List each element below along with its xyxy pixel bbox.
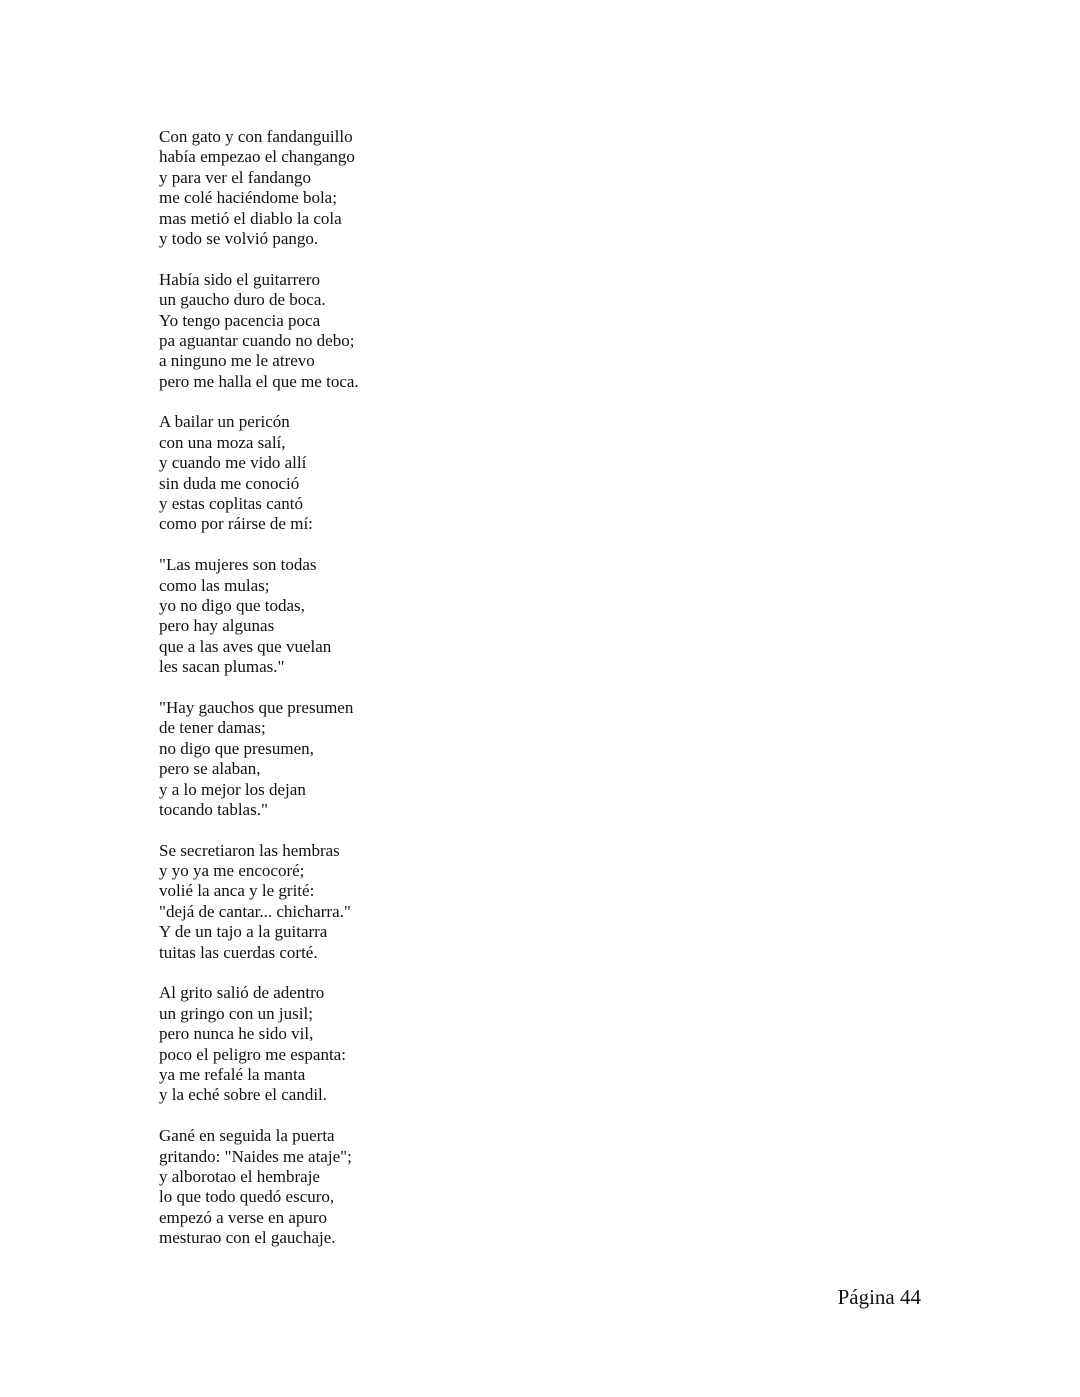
verse-line: mas metió el diablo la cola <box>159 208 342 228</box>
verse-line: A bailar un pericón <box>159 412 290 432</box>
verse-line: con una moza salí, <box>159 432 286 452</box>
verse-line: un gaucho duro de boca. <box>159 290 326 310</box>
verse-line: y cuando me vido allí <box>159 453 307 473</box>
stanza <box>159 1126 579 1248</box>
verse-line: y a lo mejor los dejan <box>159 779 306 799</box>
verse-line: a ninguno me le atrevo <box>159 351 315 371</box>
stanza <box>159 698 579 820</box>
verse-line: había empezao el changango <box>159 147 355 167</box>
verse-line: que a las aves que vuelan <box>159 636 332 656</box>
verse-line: Había sido el guitarrero <box>159 269 320 289</box>
verse-line: de tener damas; <box>159 718 266 738</box>
verse-line: mesturao con el gauchaje. <box>159 1228 336 1248</box>
verse-line: y yo ya me encocoré; <box>159 861 305 881</box>
verse-line: como las mulas; <box>159 575 270 595</box>
verse-line: Al grito salió de adentro <box>159 983 325 1003</box>
verse-line: y alborotao el hembraje <box>159 1166 320 1186</box>
verse-line: y la eché sobre el candil. <box>159 1085 328 1105</box>
verse-line: "Hay gauchos que presumen <box>159 697 354 717</box>
verse-line: Y de un tajo a la guitarra <box>159 922 328 942</box>
stanza <box>159 983 579 1105</box>
stanza <box>159 841 579 963</box>
verse-line: y todo se volvió pango. <box>159 228 319 248</box>
verse-line: poco el peligro me espanta: <box>159 1044 346 1064</box>
verse-line: pero nunca he sido vil, <box>159 1024 314 1044</box>
verse-line: un gringo con un jusil; <box>159 1003 313 1023</box>
verse-line: y estas coplitas cantó <box>159 494 303 514</box>
verse-line: yo no digo que todas, <box>159 595 305 615</box>
stanza <box>159 555 579 677</box>
verse-line: como por ráirse de mí: <box>159 514 313 534</box>
verse-line: gritando: "Naides me ataje"; <box>159 1146 352 1166</box>
verse-line: Gané en seguida la puerta <box>159 1126 335 1146</box>
verse-line: sin duda me conoció <box>159 473 300 493</box>
verse-line: "dejá de cantar... chicharra." <box>159 901 351 921</box>
verse-line: Yo tengo pacencia poca <box>159 310 321 330</box>
stanza <box>159 127 579 249</box>
verse-line: me colé haciéndome bola; <box>159 188 337 208</box>
verse-line: Se secretiaron las hembras <box>159 840 340 860</box>
verse-line: volié la anca y le grité: <box>159 881 315 901</box>
stanza <box>159 270 579 392</box>
verse-line: tocando tablas." <box>159 799 268 819</box>
verse-line: Con gato y con fandanguillo <box>159 127 353 146</box>
verse-line: lo que todo quedó escuro, <box>159 1187 335 1207</box>
verse-line: pero hay algunas <box>159 616 275 636</box>
verse-line: pero se alaban, <box>159 759 261 779</box>
verse-line: y para ver el fandango <box>159 167 311 187</box>
verse-line: empezó a verse en apuro <box>159 1207 328 1227</box>
verse-line: les sacan plumas." <box>159 657 285 677</box>
page-number: Página 44 <box>837 1285 921 1309</box>
stanza <box>159 412 579 534</box>
verse-line: "Las mujeres son todas <box>159 555 317 575</box>
verse-line: no digo que presumen, <box>159 738 314 758</box>
verse-line: pa aguantar cuando no debo; <box>159 330 355 350</box>
verse-line: ya me refalé la manta <box>159 1064 306 1084</box>
verse-line: pero me halla el que me toca. <box>159 371 359 391</box>
verse-line: tuitas las cuerdas corté. <box>159 942 318 962</box>
poem-body <box>159 127 579 1269</box>
